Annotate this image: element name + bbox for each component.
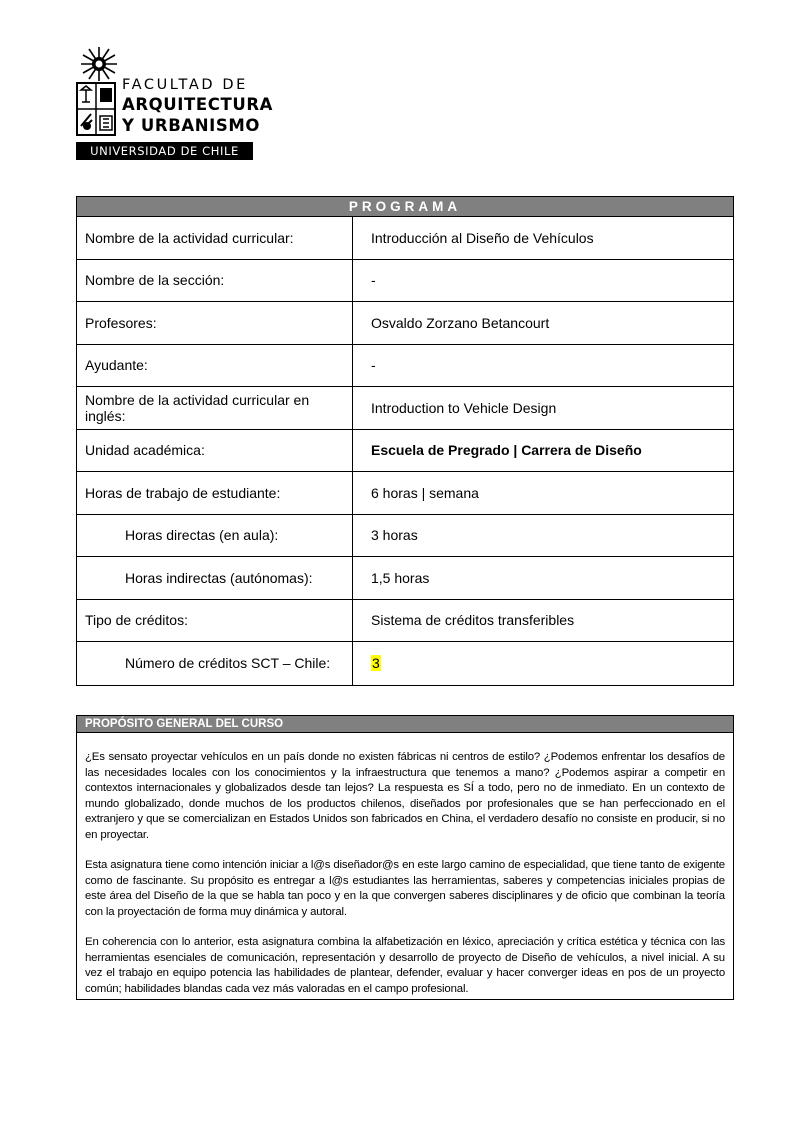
- row-value: 3 horas: [371, 527, 418, 544]
- row-label: Número de créditos SCT – Chile:: [77, 642, 353, 685]
- shield-emblem-icon: [76, 82, 116, 136]
- university-banner: UNIVERSIDAD DE CHILE: [76, 142, 253, 160]
- row-label: Tipo de créditos:: [77, 600, 353, 642]
- row-label: Profesores:: [77, 302, 353, 344]
- row-value: Introducción al Diseño de Vehículos: [371, 229, 594, 246]
- row-value: Osvaldo Zorzano Betancourt: [371, 314, 550, 331]
- row-value: Escuela de Pregrado | Carrera de Diseño: [371, 442, 642, 459]
- row-label: Horas de trabajo de estudiante:: [77, 472, 353, 514]
- row-value: Sistema de créditos transferibles: [371, 612, 575, 629]
- row-label: Horas directas (en aula):: [77, 515, 353, 557]
- table-row: [77, 642, 733, 685]
- row-value: -: [371, 272, 376, 289]
- paragraph: Esta asignatura tiene como intención iniciar a l@s diseñador@s en este largo camino de especialidad, que tiene tanto de exigente como de fascinante. Su propósito es entregar a l@s estudiantes las herramientas, saberes y competencias iniciales propias de este área del Diseño de la que se habla tan poco y en la que convergen saberes disciplinares y de oficio que combinan la teoría con la proyectación de forma muy dinámica y autoral.: [85, 859, 725, 918]
- row-label: Nombre de la actividad curricular en inglés:: [77, 387, 353, 429]
- programa-table: [76, 196, 734, 686]
- row-label: Unidad académica:: [77, 430, 353, 472]
- row-value: [353, 642, 733, 685]
- faculty-line1: FACULTAD DE: [122, 77, 248, 93]
- table-row: [77, 515, 733, 558]
- faculty-name: [122, 76, 274, 136]
- proposito-header: PROPÓSITO GENERAL DEL CURSO: [77, 716, 733, 733]
- sun-emblem-icon: [80, 46, 118, 82]
- row-label: Nombre de la sección:: [77, 260, 353, 302]
- row-label: Horas indirectas (autónomas):: [77, 557, 353, 599]
- proposito-section: [76, 715, 734, 1000]
- credits-highlight: 3: [372, 655, 380, 672]
- paragraph: En coherencia con lo anterior, esta asignatura combina la alfabetización en léxico, apreciación y crítica estética y técnica con las herramientas esenciales de comunicación, representación y desarrollo de proyecto de Diseño de vehículos, a nivel inicial. A su vez el trabajo en equipo potencia las habilidades de plantear, defender, evaluar y hacer converger ideas en pos de un proyecto común; habilidades blandas cada vez más valoradas en el campo profesional.: [85, 936, 725, 995]
- table-row: [77, 345, 733, 388]
- proposito-body: [77, 733, 733, 997]
- row-value: Introduction to Vehicle Design: [371, 399, 557, 416]
- table-row: [77, 260, 733, 303]
- faculty-line3: Y URBANISMO: [122, 116, 261, 135]
- table-row: [77, 472, 733, 515]
- row-value: 1,5 horas: [371, 569, 430, 586]
- row-label: Nombre de la actividad curricular:: [77, 217, 353, 259]
- row-value: -: [371, 357, 376, 374]
- programa-header: PROGRAMA: [77, 197, 733, 217]
- row-label: Ayudante:: [77, 345, 353, 387]
- faculty-logo: [76, 46, 274, 160]
- row-value: 6 horas | semana: [371, 484, 479, 501]
- table-row: [77, 430, 733, 473]
- table-row: [77, 557, 733, 600]
- table-row: [77, 217, 733, 260]
- table-row: [77, 387, 733, 430]
- table-row: [77, 600, 733, 643]
- paragraph: ¿Es sensato proyectar vehículos en un país donde no existen fábricas ni centros de estilo? ¿Podemos enfrentar los desafíos de las necesidades locales con los conocimientos y la infraestructura que tenemos a mano? ¿Podemos aspirar a competir en contextos internacionales y globalizados desde tan lejos? La respuesta es SÍ a todo, pero no de inmediato. En un contexto de mundo globalizado, donde muchos de los productos chilenos, diseñados por profesionales que se han perfeccionado en el extranjero y que se comercializan en Estados Unidos son fabricados en China, el verdadero desafío no consiste en producir, si no en proyectar.: [85, 751, 725, 841]
- faculty-line2: ARQUITECTURA: [122, 95, 274, 114]
- table-row: [77, 302, 733, 345]
